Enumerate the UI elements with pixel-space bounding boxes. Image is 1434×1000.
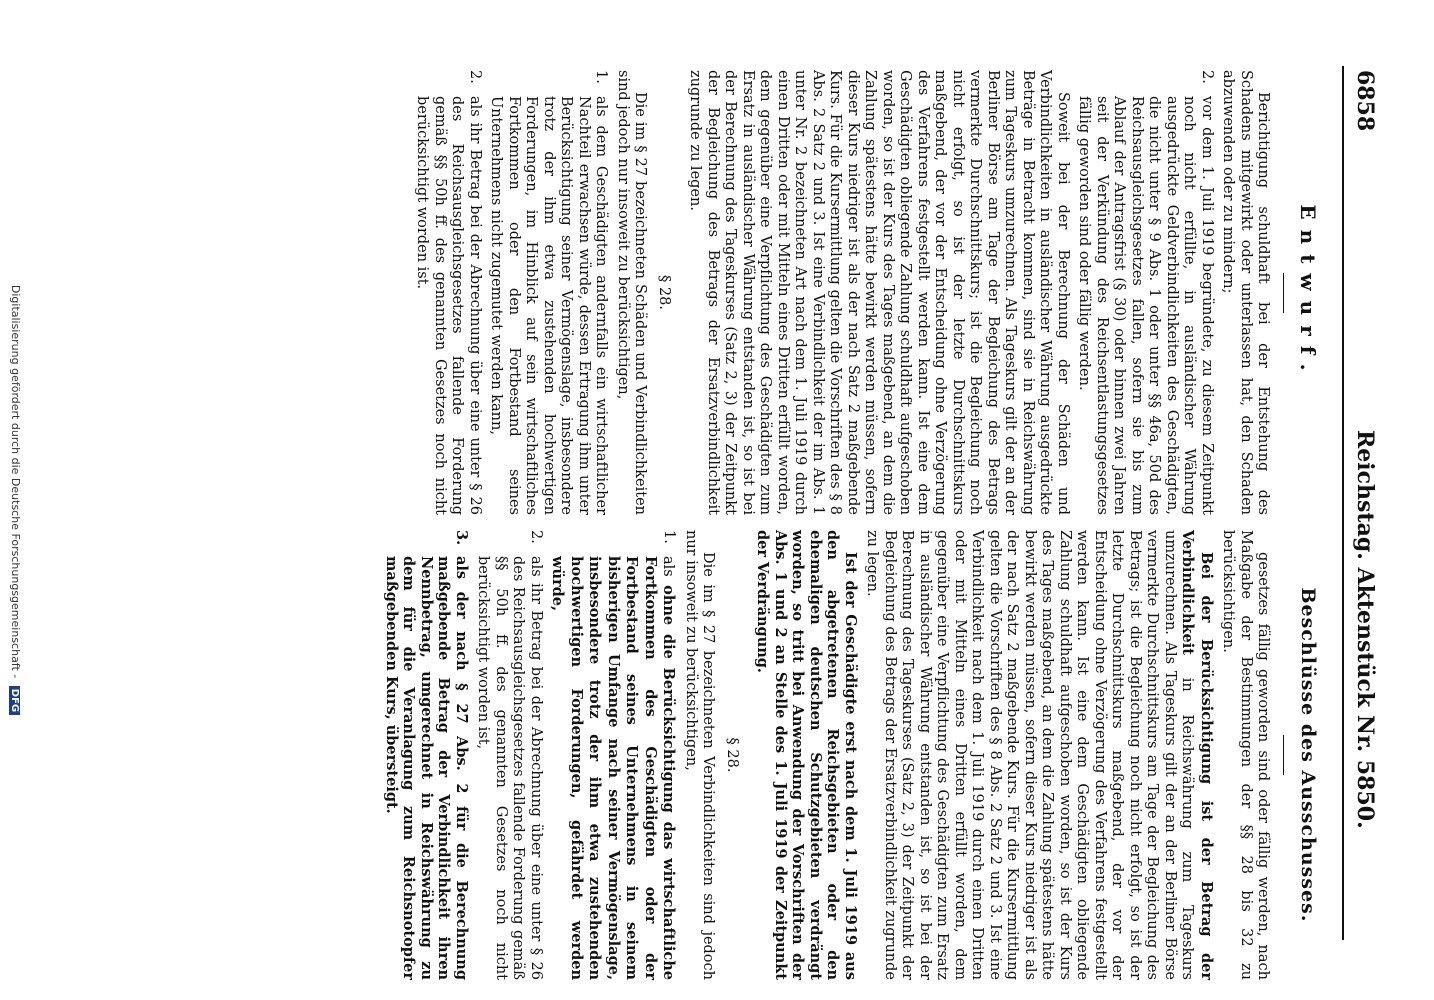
item-text: als ihr Betrag bei der Abrechnung über eine unter § 26 des Reichsausgleichsgesetzes fallende Forderung gemäß §§ 50h ff. des genannten Gesetzes noch nicht berücksichtigt worden ist, [475, 556, 544, 980]
item-number: 2. [528, 530, 544, 544]
column-title-committee: Beschlüsse des Ausschusses. [1297, 587, 1319, 923]
column-committee [379, 530, 1323, 980]
title-rule [1284, 735, 1285, 775]
paragraph: Die im § 27 bezeichneten Verbindlichkeiten sind jedoch nur insoweit zu berücksichtigen, [683, 530, 717, 980]
list-item [487, 70, 610, 515]
item-number: 2. [1199, 70, 1215, 84]
title-rule [1284, 273, 1285, 313]
item-text [548, 556, 678, 980]
paragraph [863, 530, 1215, 980]
credit-text: Digitalisierung gefördert durch die Deutsche Forschungsgemeinschaft - [9, 284, 22, 679]
column-draft [409, 70, 1322, 515]
paragraph-bold: Ist der Geschädigte erst nach dem 1. Juli 1919 aus den abgetretenen Reichsgebieten oder den ehemaligen deutschen Schutzgebieten verdrängt worden, so tritt bei Anwendung der Vorschriften der Abs. 1 und 2 an Stelle des 1. Juli 1919 der Zeitpunkt der Verdrängung. [754, 530, 859, 980]
item-number: 1. [593, 70, 610, 84]
paragraph: gesetzes fällig geworden sind oder fällig werden, nach Maßgabe der Bestimmungen der §§ 28 bis 32 zu berücksichtigen. [1220, 530, 1272, 980]
paragraph: Berichtigung schuldhaft bei der Entstehung des Schadens mitgewirkt oder unterlassen hat, den Schaden abzuwenden oder zu mindern; [1220, 70, 1272, 515]
section-heading: § 28. [656, 275, 672, 310]
list-item [548, 530, 678, 980]
bold-text: Bei der Berücksichtigung ist der Betrag der Verbindlichkeit [1179, 530, 1215, 980]
paragraph: Die im § 27 bezeichneten Schäden und Verbindlichkeiten sind jedoch nur insoweit zu berücksichtigen, [615, 70, 649, 515]
item-number: 2. [467, 70, 483, 84]
list-item [383, 530, 471, 980]
page-number: 6858 [1352, 70, 1378, 132]
paragraph-text: in Reichswährung zum Tageskurs umzurechnen. Als Tageskurs gilt der an der Berliner Börse vermerkte Durchschnittskurs am Tage der Begleichung des Betrags; ist die Begleichung noch nicht erfolgt, so ist der letzte Durchschnittskurs maßgebend, der vor der Entscheidung ohne Verzögerung des Verfahrens festgestellt werden kann. Ist eine dem Geschädigten obliegende Zahlung schuldhaft aufgeschoben worden, so ist der Kurs des Tages maßgebend, an dem die Zahlung spätestens hätte bewirkt werden müssen, sofern dieser Kurs niedriger ist als der nach Satz 2 maßgebende Kurs. Für die Kursermittlung gelten die Vorschriften des § 8 Abs. 2 Satz 2 und 3. Ist eine Verbindlichkeit nach dem 1. Juli 1919 durch einen Dritten oder mit Mitteln eines Dritten erfüllt worden, dem gegenüber eine Verpflichtung des Geschädigten zum Ersatz in ausländischer Währung entstanden ist, so ist bei der Berechnung des Tageskurses (Satz 2, 3) der Zeitpunkt der Begleichung des Betrags der Ersatzverbindlichkeit zugrunde zu legen. [864, 530, 1196, 980]
item-number: 1. [661, 530, 678, 544]
item-number: 3. [453, 530, 470, 546]
item-lead: als [660, 556, 677, 577]
column-title-draft: Entwurf. [1296, 204, 1320, 381]
list-item [413, 70, 483, 515]
list-item [1075, 70, 1215, 515]
item-text: vor dem 1. Juli 1919 begründete, zu diesem Zeitpunkt noch nicht erfüllte, in ausländischer Währung ausgedrückte Geldverbindlichkeiten des Geschädigten, die nicht unter § 9 Abs. 1 oder unter §§ 46a, 50d des Reichsausgleichsgesetzes fallen, sofern sie bis zum Ablauf der Antragsfrist (§ 30) oder binnen zwei Jahren seit der Verkündung des Reichsentlastungsgesetzes fällig geworden sind oder fällig werden. [1076, 96, 1215, 515]
item-text: als der nach § 27 Abs. 2 für die Berechnung maßgebende Betrag der Verbindlichkeit ihren Nennbetrag, umgerechnet in Reichswährung zu dem für die Veranlagung zum Reichsnotopfer maßgebenden Kurs, übersteigt. [383, 556, 470, 980]
page-header-title: Reichstag. Aktenstück Nr. 5850. [1352, 430, 1378, 829]
digitization-credit [9, 0, 22, 1000]
list-item [474, 530, 544, 980]
header-rule [1342, 66, 1344, 940]
bold-text: ohne die Berücksichtigung das wirtschaftliche Fortkommen des Geschädigten oder der Fortbestand seines Unternehmens in seinem bisherigen Umfange nach seiner Vermögenslage, insbesondere trotz der ihm etwa zustehenden hochwertigen Forderungen, gefährdet werden würde, [549, 556, 678, 981]
item-text: als dem Geschädigten andernfalls ein wirtschaftlicher Nachteil erwachsen würde, dessen Ertragung ihm unter Berücksichtigung seiner Vermögenslage, insbesondere trotz der ihm etwa zustehenden hochwertigen Forderungen, im Hinblick auf sein wirtschaftliches Fortkommen oder den Fortbestand seines Unternehmens nicht zugemutet werden kann, [488, 96, 610, 515]
item-text: als ihr Betrag bei der Abrechnung über eine unter § 26 des Reichsausgleichsgesetzes fallende Forderung gemäß §§ 50h ff. des genannten Gesetzes noch nicht berücksichtigt worden ist. [414, 96, 483, 515]
paragraph: Soweit bei der Berechnung der Schäden und Verbindlichkeiten in ausländischer Währung ausgedrückte Beträge in Betracht kommen, sind sie in Reichswährung zum Tageskurs umzurechnen. Als Tageskurs gilt der an der Berliner Börse am Tage der Begleichung des Betrags vermerkte Durchschnittskurs; ist die Begleichung noch nicht erfolgt, so ist der letzte Durchschnittskurs maßgebend, der vor der Entscheidung ohne Verzögerung des Verfahrens festgestellt werden kann. Ist eine dem Geschädigten obliegende Zahlung schuldhaft aufgeschoben worden, so ist der Kurs des Tages maßgebend, an dem die Zahlung spätestens hätte bewirkt werden müssen, sofern dieser Kurs niedriger ist als der nach Satz 2 maßgebende Kurs. Für die Kursermittlung gelten die Vorschriften des § 8 Abs. 2 Satz 2 und 3. Ist eine Verbindlichkeit der im Abs. 1 unter Nr. 2 bezeichneten Art nach dem 1. Juli 1919 durch einen Dritten oder mit Mitteln eines Dritten erfüllt worden, dem gegenüber eine Verpflichtung des Geschädigten zum Ersatz in ausländischer Währung entstanden ist, so ist bei der Berechnung des Tageskurses (Satz 2, 3) der Zeitpunkt der Begleichung des Betrags der Ersatzverbindlichkeit zugrunde zu legen. [687, 70, 1071, 515]
section-heading: § 28. [724, 737, 740, 773]
dfg-logo: DFG [9, 686, 20, 715]
